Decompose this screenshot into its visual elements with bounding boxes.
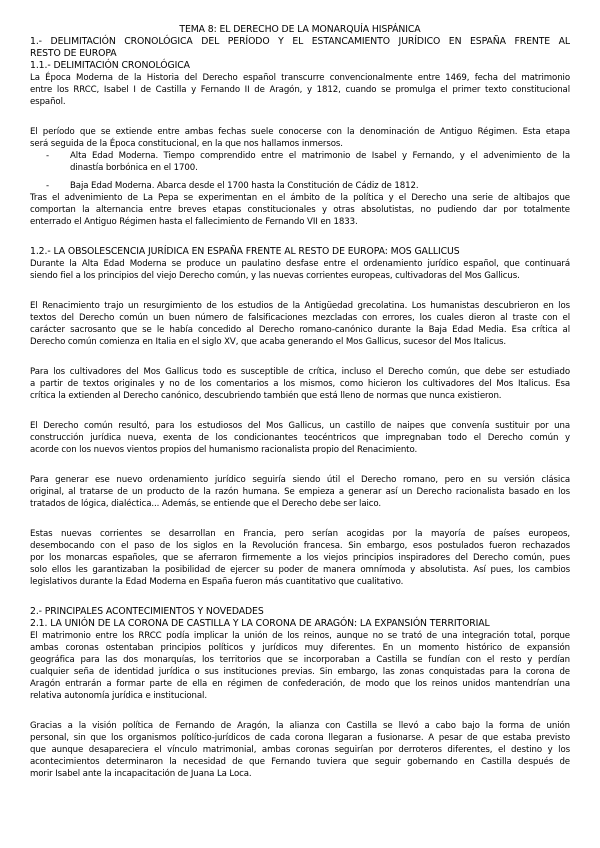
section-1-2-heading: 1.2.- LA OBSOLESCENCIA JURÍDICA EN ESPAÑA FRENTE AL RESTO DE EUROPA: MOS GALLICUS: [30, 246, 460, 257]
section-1-heading: 1.- DELIMITACIÓN CRONOLÓGICA DEL PERÍODO Y EL ESTANCAMIENTO JURÍDICO EN ESPAÑA FRENTE AL: [30, 36, 570, 47]
bullet-2: Baja Edad Moderna. Abarca desde el 1700 hasta la Constitución de Cádiz de 1812.: [70, 181, 419, 191]
document-title: TEMA 8: EL DERECHO DE LA MONARQUÍA HISPÁNICA: [179, 24, 421, 35]
bullet-dash: -: [46, 181, 50, 191]
bullet-1-cont: dinastía borbónica en el 1700.: [70, 163, 198, 173]
bullet-1: Alta Edad Moderna. Tiempo comprendido entre el matrimonio de Isabel y Fernando, y el advenimiento de la: [70, 151, 570, 161]
section-1-1-heading: 1.1.- DELIMITACIÓN CRONOLÓGICA: [30, 60, 190, 71]
section-2-heading: 2.- PRINCIPALES ACONTECIMIENTOS Y NOVEDADES: [30, 606, 264, 617]
document-page: TEMA 8: EL DERECHO DE LA MONARQUÍA HISPÁNICA 1.- DELIMITACIÓN CRONOLÓGICA DEL PERÍODO Y EL ESTANCAMIENTO JURÍDICO EN ESPAÑA FRENTE AL RESTO DE EUROPA 1.1.- DELIMITACIÓN CRONOLÓGICA La Época Moderna de la Historia del Derecho español transcurre convencionalmente entre 1469, fecha del matrimonio entre los RRCC, Isabel I de Castilla y Fernando II de Aragón, y 1812, cuando se promulga el primer texto constitucional español. El período que se extiende entre ambas fechas suele conocerse con la denominación de Antiguo Régimen. Esta etapa será seguida de la Época constitucional, en la que nos hallamos inmersos. - Alta Edad Moderna. Tiempo comprendido entre el matrimonio de Isabel y Fernando, y el advenimiento de la dinastía borbónica en el 1700. - Baja Edad Moderna. Abarca desde el 1700 hasta la Constitución de Cádiz de 1812. Tras el advenimiento de La Pepa se experimentan en el ámbito de la política y el Derecho una serie de altibajos que comportan la alternancia entre breves etapas constitucionales y otras absolutistas, no pudiendo dar por totalmente enterrado el Antiguo Régimen hasta el fallecimiento de Fernando VII en 1833. 1.2.- LA OBSOLESCENCIA JURÍDICA EN ESPAÑA FRENTE AL RESTO DE EUROPA: MOS GALLICUS Durante la Alta Edad Moderna se produce un paulatino desfase entre el ordenamiento jurídico español, que continuará siendo fiel a los principios del viejo Derecho común, y las nuevas corrientes europeas, cultivadoras del Mos Gallicus. El Renacimiento trajo un resurgimiento de los estudios de la Antigüedad grecolatina. Los humanistas descubrieron en los textos del Derecho común un buen número de falsificaciones mezcladas con errores, los cuales dieron al traste con el carácter sacrosanto que se le había concedido al Derecho romano-canónico durante la Baja Edad Media. Esa crítica al Derecho común comienza en Italia en el siglo XV, que acaba generando el Mos Gallicus, sucesor del Mos Italicus. Para los cultivadores del Mos Gallicus todo es susceptible de crítica, incluso el Derecho común, que debe ser estudiado a partir de textos originales y no de los comentarios a los mismos, como hicieron los cultivadores del Mos Italicus. Esa crítica la extienden al Derecho canónico, descubriendo también que está lleno de normas que nunca existieron. El Derecho común resultó, para los estudiosos del Mos Gallicus, un castillo de naipes que convenía sustituir por una construcción jurídica nueva, exenta de los condicionantes teocéntricos que impregnaban todo el Derecho común y acorde con los nuevos vientos propios del humanismo racionalista propio del Renacimiento. Para generar ese nuevo ordenamiento jurídico seguiría siendo útil el Derecho romano, pero en su versión clásica original, al tratarse de un producto de la razón humana. Se empieza a generar así un Derecho racionalista basado en los tratados de lógica, dialéctica... Además, se entiende que el Derecho debe ser laico. Estas nuevas corrientes se desarrollan en Francia, pero serían acogidas por la mayoría de países europeos, desembocando con el paso de los siglos en la Revolución francesa. Sin embargo, esos postulados fueron rechazados por los monarcas españoles, que se aferraron firmemente a los viejos principios inspiradores del Derecho común, pues solo ellos les garantizaban la posibilidad de ejercer su poder de manera omnímoda y absolutista. Así pues, los cambios legislativos durante la Edad Moderna en España fueron más cuantitativo que cualitativo. 2.- PRINCIPALES ACONTECIMIENTOS Y NOVEDADES 2.1. LA UNIÓN DE LA CORONA DE CASTILLA Y LA CORONA DE ARAGÓN: LA EXPANSIÓN TERRITORIAL El matrimonio entre los RRCC podía implicar la unión de los reinos, aunque no se trató de una integración total, porque ambas coronas ostentaban principios políticos y jurídicos muy diferentes. En un momento histórico de expansión geográfica para las dos monarquías, los territorios que se incorporaban a Castilla se fundían con el resto y perdían cualquier seña de identidad jurídica o sus instituciones previas. Sin embargo, las zonas conquistadas para la corona de Aragón entrarán a formar parte de ella en régimen de confederación, de modo que los reinos unidos mantendrían una relativa autonomía jurídica e institucional. Gracias a la visión política de Fernando de Aragón, la alianza con Castilla se llevó a cabo bajo la forma de unión personal, sin que los organismos político-jurídicos de cada corona llegaran a fusionarse. A pesar de que estaba previsto que aunque desapareciera el vínculo matrimonial, ambas coronas seguirían por derroteros diferentes, el destino y los acontecimientos determinaron la necesidad de que Fernando tuviera que seguir gobernando en Castilla después de morir Isabel ante la incapacitación de Juana La Loca.: [0, 0, 600, 848]
section-2-1-heading: 2.1. LA UNIÓN DE LA CORONA DE CASTILLA Y LA CORONA DE ARAGÓN: LA EXPANSIÓN TERRITORIAL: [30, 618, 490, 629]
bullet-dash: -: [46, 151, 50, 161]
section-1-heading-cont: RESTO DE EUROPA: [30, 48, 117, 59]
